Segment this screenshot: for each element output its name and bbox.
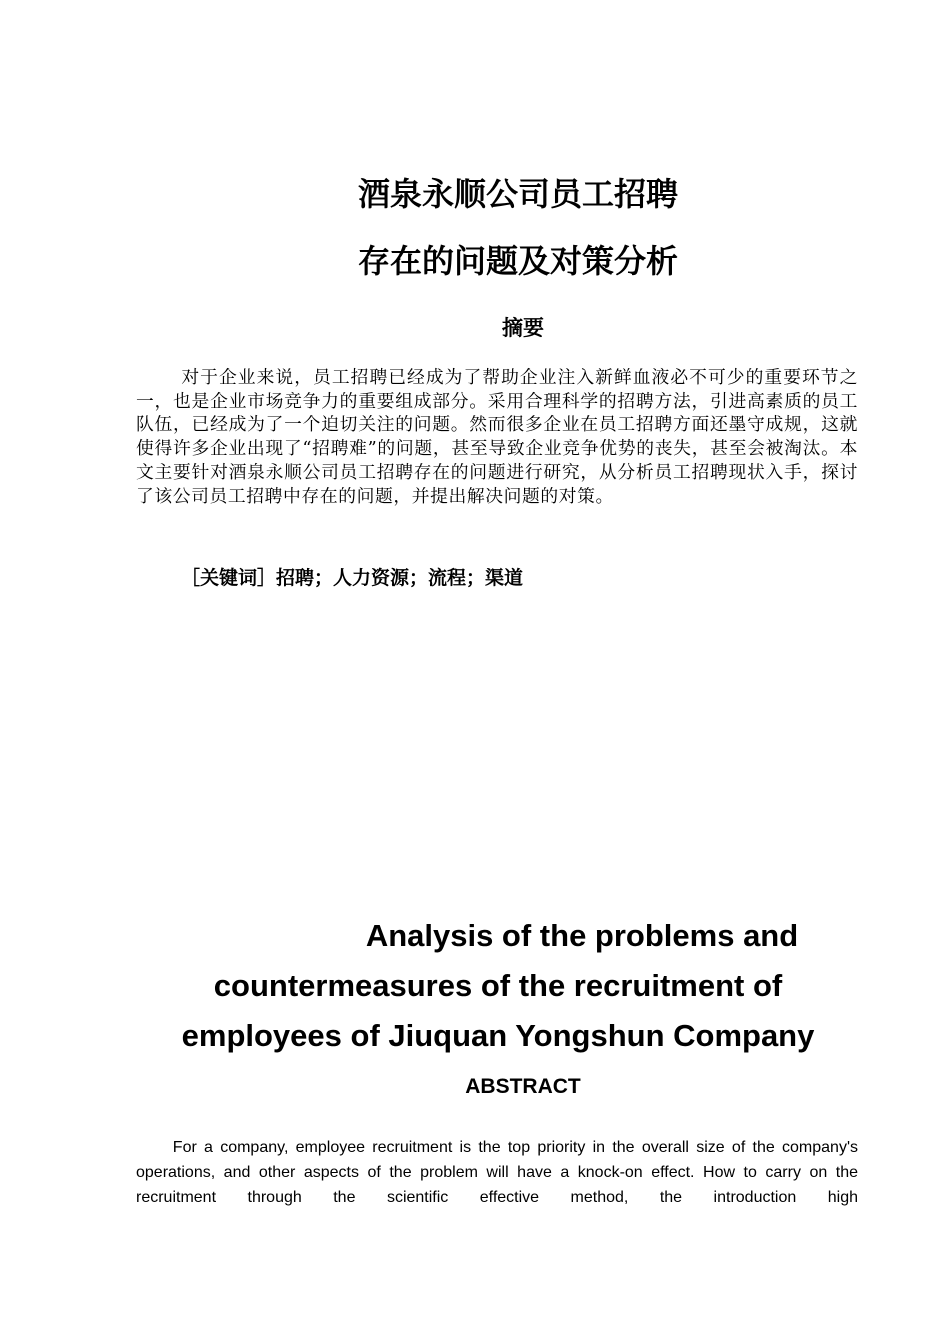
english-title-line-3: employees of Jiuquan Yongshun Company — [181, 1018, 815, 1053]
chinese-title-line-2: 存在的问题及对策分析 — [358, 242, 679, 280]
chinese-keywords: ［关键词］招聘；人力资源；流程；渠道 — [181, 567, 524, 589]
chinese-abstract-body: 对于企业来说，员工招聘已经成为了帮助企业注入新鲜血液必不可少的重要环节之一，也是企业市场竞争力的重要组成部分。采用合理科学的招聘方法，引进高素质的员工队伍，已经成为了一个迫切关注的问题。然而很多企业在员工招聘方面还墨守成规，这就使得许多企业出现了“招聘难”的问题，甚至导致企业竞争优势的丧失，甚至会被淘汰。本文主要针对酒泉永顺公司员工招聘存在的问题进行研究，从分析员工招聘现状入手，探讨了该公司员工招聘中存在的问题，并提出解决问题的对策。 — [136, 367, 858, 507]
chinese-abstract-heading-text: 摘要 — [502, 316, 544, 340]
english-title-line-1: Analysis of the problems and — [365, 918, 799, 953]
english-abstract-body: For a company, employee recruitment is the top priority in the overall size of the company's operations, and other aspects of the problem will have a knock-on effect. How to carry on the recruitment through the scientific effective method, the introduction high — [136, 1139, 858, 1206]
english-abstract-heading: ABSTRACT — [465, 1075, 581, 1098]
english-title-line-2: countermeasures of the recruitment of — [213, 968, 783, 1003]
chinese-title-line-1: 酒泉永顺公司员工招聘 — [358, 175, 679, 213]
chinese-abstract-heading — [0, 314, 950, 342]
